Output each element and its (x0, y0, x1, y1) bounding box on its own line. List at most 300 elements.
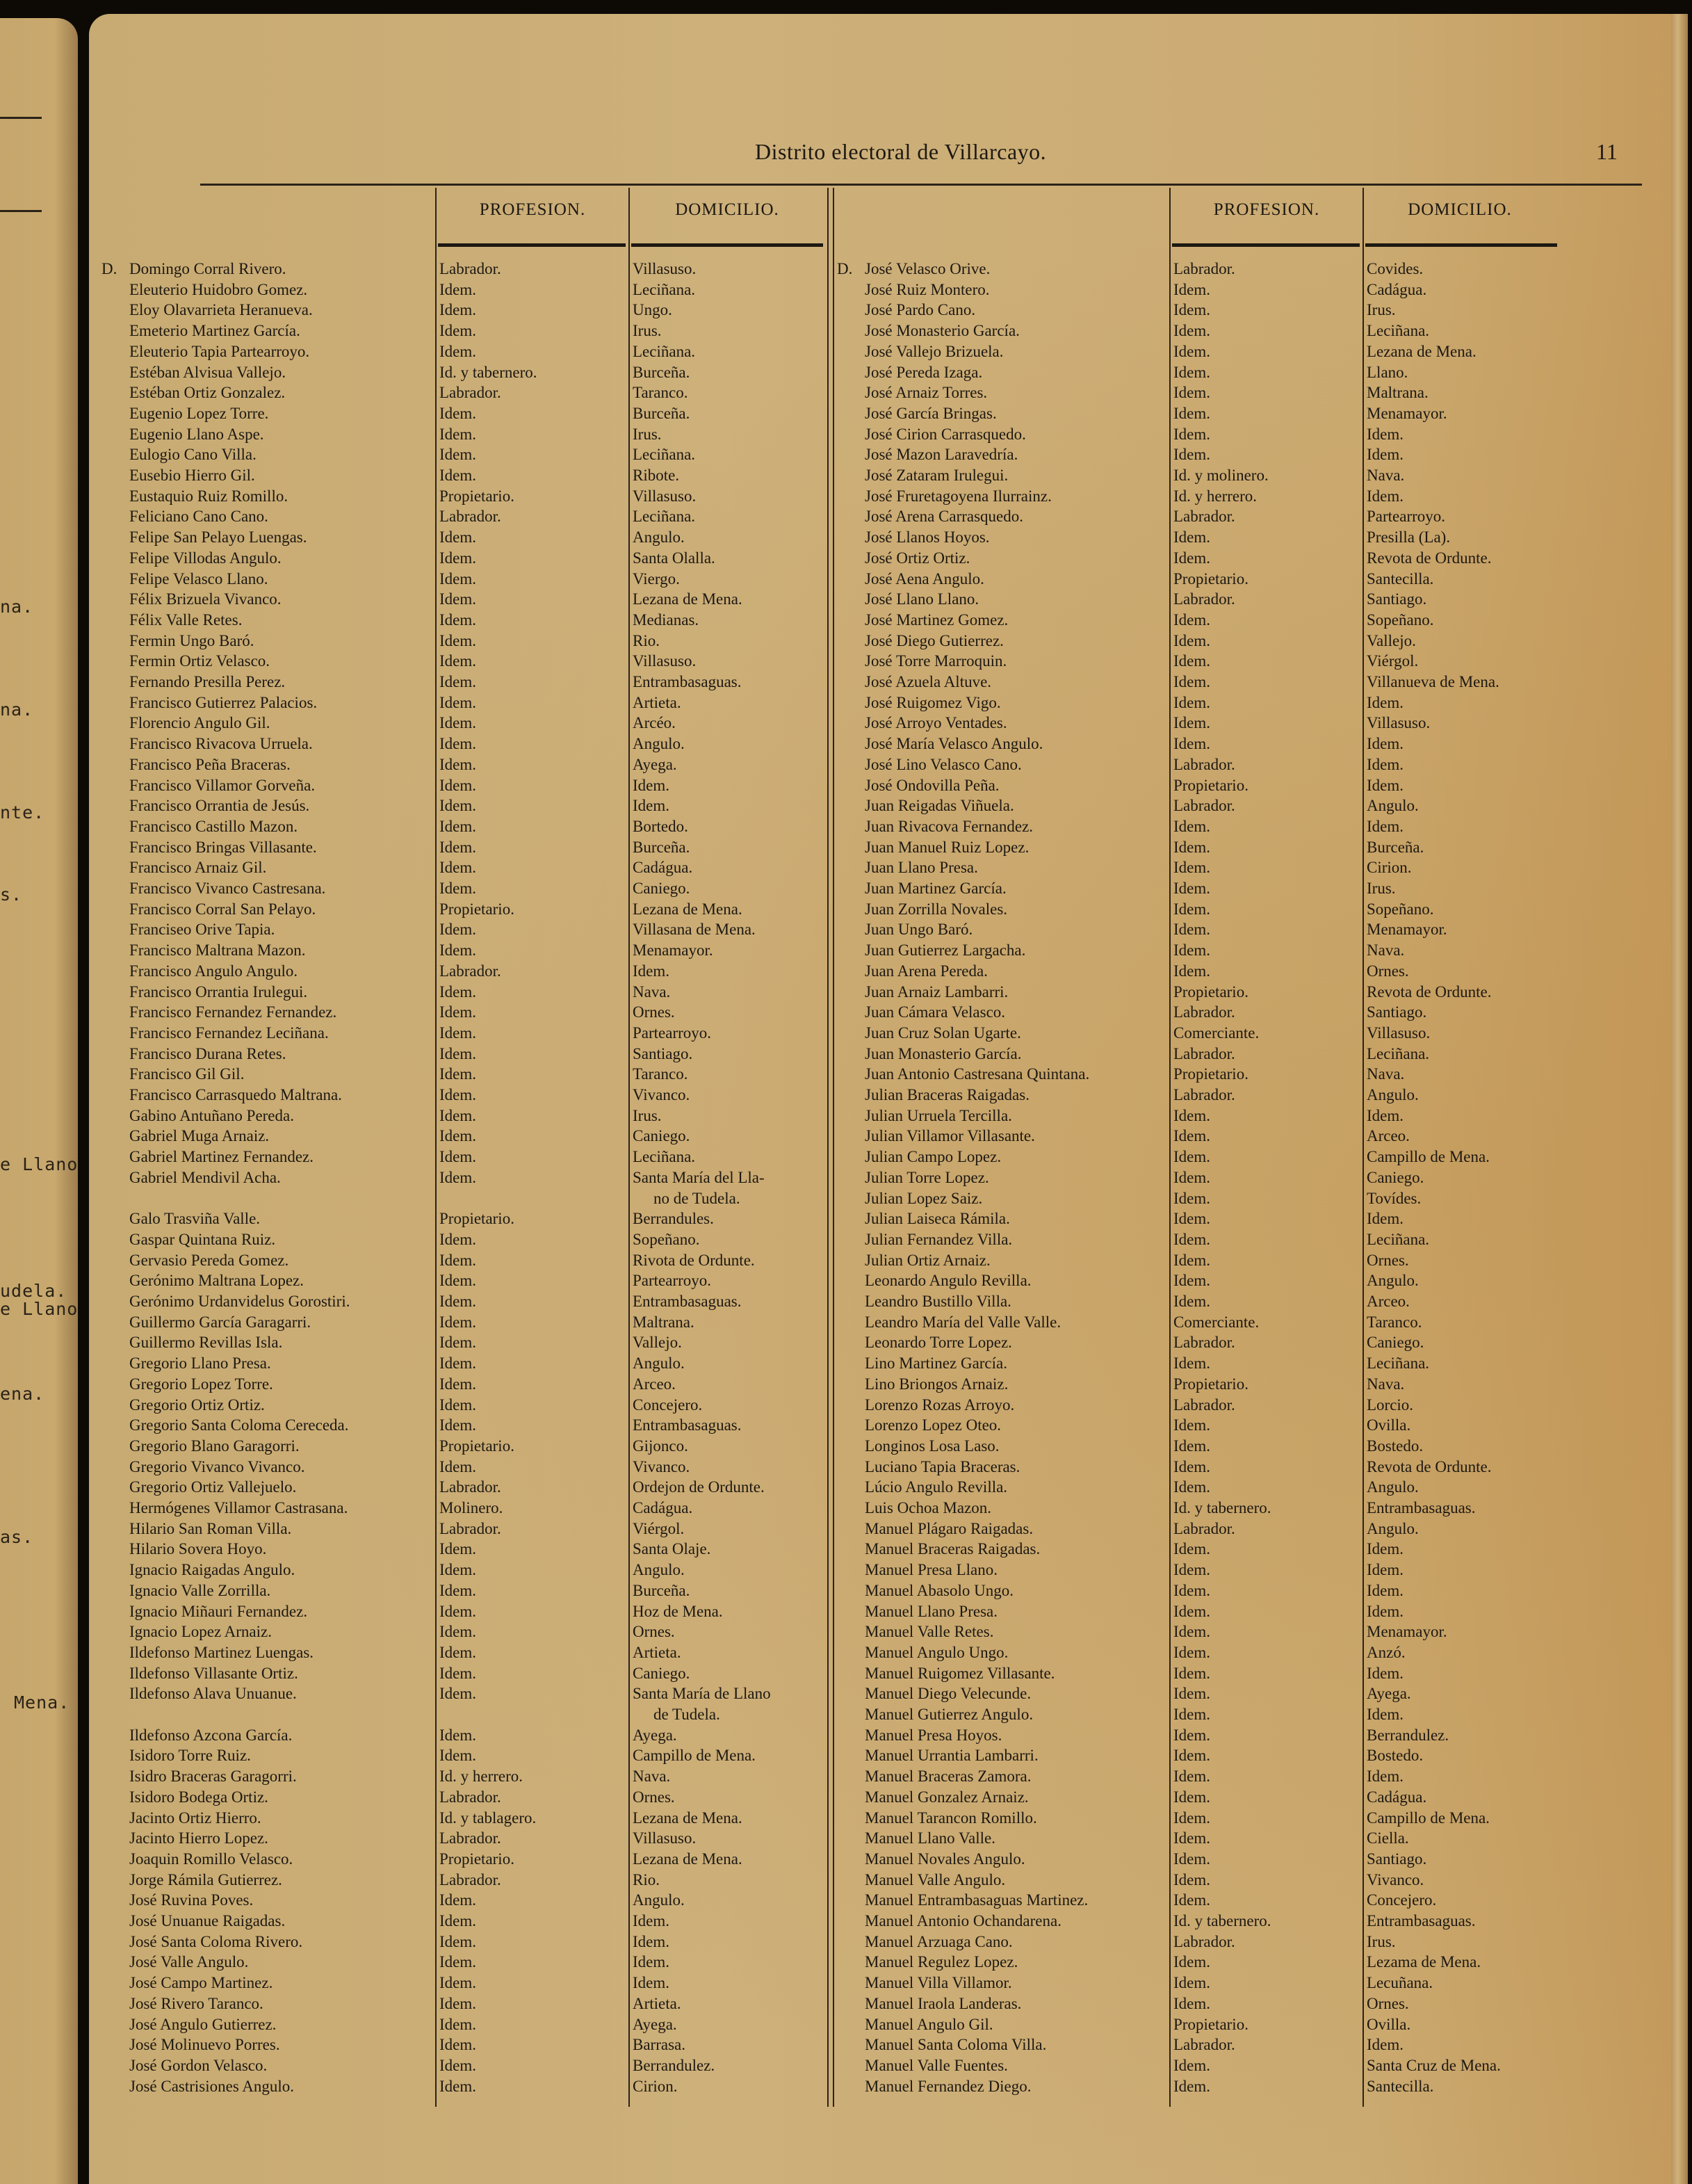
voter-name: Gervasio Pereda Gomez. (129, 1251, 289, 1269)
voter-domicile: Idem. (1367, 487, 1404, 505)
voter-domicile: Caniego. (633, 1127, 690, 1145)
voter-profession: Labrador. (439, 1870, 501, 1888)
voter-name: Francisco Angulo Angulo. (129, 962, 298, 980)
voter-profession: Idem. (439, 631, 477, 649)
voter-profession: Idem. (439, 467, 477, 484)
voter-name: Gregorio Santa Coloma Cereceda. (129, 1416, 349, 1434)
table-row (129, 1890, 841, 1911)
table-row (865, 672, 1575, 693)
voter-name: Leandro María del Valle Valle. (865, 1313, 1061, 1331)
voter-domicile: Angulo. (633, 528, 685, 547)
table-row (129, 506, 841, 527)
table-row (865, 713, 1575, 734)
voter-name: José Gordon Velasco. (129, 2056, 268, 2074)
table-row (129, 940, 841, 961)
voter-name: Luciano Tapia Braceras. (865, 1457, 1020, 1475)
voter-domicile: Nava. (1367, 1065, 1405, 1083)
voter-name: José Angulo Gutierrez. (129, 2015, 277, 2033)
table-row (129, 1601, 841, 1622)
table-row (129, 1044, 841, 1065)
right-profession-header: PROFESION. (1213, 200, 1320, 219)
previous-page-edge (0, 18, 78, 2184)
voter-profession: Idem. (439, 2077, 477, 2095)
table-row (129, 1560, 841, 1580)
voter-domicile: Covides. (1367, 260, 1424, 277)
voter-profession: Labrador. (1173, 1519, 1235, 1537)
voter-domicile: Medianas. (633, 610, 699, 629)
table-row (865, 2055, 1575, 2076)
voter-profession: Idem. (1173, 921, 1211, 939)
voter-name: José Mazon Laravedría. (865, 446, 1018, 464)
voter-name: Manuel Antonio Ochandarena. (865, 1912, 1061, 1930)
table-row (865, 1580, 1575, 1601)
voter-profession: Idem. (439, 1024, 477, 1042)
table-row (865, 1353, 1575, 1374)
voter-name: José Vallejo Brizuela. (865, 342, 1004, 360)
voter-profession: Idem. (439, 859, 477, 877)
voter-name: José Llanos Hoyos. (865, 528, 990, 547)
table-row (865, 2035, 1575, 2055)
voter-profession: Idem. (1173, 693, 1211, 711)
voter-profession: Idem. (1173, 322, 1211, 340)
voter-name: Ignacio Valle Zorrilla. (129, 1581, 271, 1599)
voter-profession: Idem. (1173, 342, 1211, 360)
voter-domicile: Ovilla. (1367, 1416, 1411, 1434)
voter-name: Gabriel Muga Arnaiz. (129, 1127, 270, 1145)
voter-profession: Idem. (439, 1664, 477, 1682)
voter-name: Juan Martinez García. (865, 880, 1007, 897)
voter-profession: Id. y tablagero. (439, 1809, 537, 1827)
voter-name: José María Velasco Angulo. (865, 735, 1043, 753)
table-row (129, 1828, 841, 1849)
voter-name: Jorge Rámila Gutierrez. (129, 1870, 282, 1888)
voter-profession: Idem. (1173, 1168, 1211, 1186)
voter-profession: Propietario. (439, 487, 514, 505)
voter-name: Manuel Tarancon Romillo. (865, 1809, 1037, 1827)
voter-profession: Idem. (439, 425, 477, 443)
table-row (865, 1766, 1575, 1787)
voter-profession: Labrador. (1173, 1396, 1235, 1414)
table-row (129, 569, 841, 590)
voter-name: Juan Arena Pereda. (865, 962, 988, 980)
table-row (865, 382, 1575, 403)
table-row (129, 982, 841, 1003)
voter-domicile: Artieta. (633, 693, 681, 711)
voter-domicile: Angulo. (633, 1891, 685, 1909)
voter-name: Domingo Corral Rivero. (129, 260, 286, 277)
table-row (865, 795, 1575, 816)
table-row (129, 693, 841, 713)
voter-name: Hilario Sovera Hoyo. (129, 1540, 267, 1558)
voter-name: Julian Braceras Raigadas. (865, 1086, 1030, 1103)
previous-page-text-fragment: udela. (0, 1281, 67, 1301)
voter-profession: Idem. (439, 1065, 477, 1083)
table-row (865, 1849, 1575, 1870)
table-row (129, 1395, 841, 1416)
voter-domicile: Villasuso. (633, 487, 697, 505)
voter-name: Ildefonso Martinez Luengas. (129, 1643, 314, 1661)
voter-domicile: Villasuso. (633, 652, 697, 670)
voter-profession: Idem. (439, 1726, 477, 1744)
voter-profession: Idem. (1173, 1994, 1211, 2012)
table-row (865, 693, 1575, 713)
voter-name: Guillermo García Garagarri. (129, 1313, 311, 1331)
previous-page-rule (0, 117, 42, 119)
voter-profession: Labrador. (1173, 1932, 1235, 1950)
table-row (129, 795, 841, 816)
voter-name: Eleuterio Huidobro Gomez. (129, 280, 308, 298)
voter-profession: Comerciante. (1173, 1313, 1260, 1331)
voter-domicile: Bostedo. (1367, 1747, 1424, 1765)
voter-name: José Fruretagoyena Ilurrainz. (865, 487, 1052, 505)
table-row (865, 1828, 1575, 1849)
voter-profession: Idem. (1173, 1272, 1211, 1290)
voter-domicile: Santecilla. (1367, 569, 1434, 588)
voter-profession: Idem. (1173, 404, 1211, 422)
voter-profession: Idem. (439, 301, 477, 319)
voter-domicile: Cirion. (1367, 859, 1412, 877)
voter-domicile: Santiago. (1367, 590, 1427, 608)
table-row (865, 1539, 1575, 1560)
voter-name: Lorenzo Rozas Arroyo. (865, 1396, 1015, 1414)
voter-domicile: Entrambasaguas. (1367, 1499, 1476, 1516)
voter-profession: Idem. (439, 797, 477, 815)
voter-name: Manuel Valle Retes. (865, 1623, 994, 1641)
voter-domicile: Campillo de Mena. (633, 1747, 756, 1765)
voter-name: Manuel Gutierrez Angulo. (865, 1706, 1034, 1723)
table-row (129, 1477, 841, 1498)
voter-name: Fernando Presilla Perez. (129, 673, 286, 690)
voter-profession: Idem. (439, 1044, 477, 1062)
voter-profession: Idem. (1173, 1106, 1211, 1124)
voter-profession: Propietario. (439, 1210, 514, 1228)
table-row (865, 734, 1575, 754)
voter-name: Manuel Valle Angulo. (865, 1870, 1006, 1888)
table-row (865, 775, 1575, 796)
voter-domicile: Taranco. (1367, 1313, 1422, 1331)
table-row (129, 1457, 841, 1478)
table-row (865, 816, 1575, 837)
voter-domicile: Partearroyo. (633, 1024, 712, 1042)
voter-name: Eugenio Lopez Torre. (129, 404, 269, 422)
voter-name: Francisco Vivanco Castresana. (129, 880, 326, 897)
voter-domicile: Maltrana. (633, 1313, 694, 1331)
voter-domicile: Vivanco. (633, 1086, 690, 1103)
table-row (865, 1188, 1575, 1209)
voter-domicile: Santiago. (633, 1044, 693, 1062)
voter-domicile: Burceña. (633, 838, 690, 856)
voter-profession: Idem. (439, 1891, 477, 1909)
table-row (865, 940, 1575, 961)
voter-domicile: Ovilla. (1367, 2015, 1411, 2033)
table-row (865, 1932, 1575, 1952)
voter-domicile: Santa María del Lla- (633, 1168, 765, 1186)
table-row (129, 527, 841, 548)
voter-profession: Idem. (1173, 817, 1211, 835)
table-row (865, 1808, 1575, 1829)
table-row (837, 259, 1575, 280)
table-row (865, 1291, 1575, 1312)
table-row (129, 961, 841, 982)
voter-name: Isidoro Bodega Ortiz. (129, 1788, 268, 1806)
voter-profession: Idem. (1173, 528, 1211, 547)
voter-name: Gerónimo Urdanvidelus Gorostiri. (129, 1293, 350, 1310)
table-row (865, 919, 1575, 940)
voter-domicile: Idem. (633, 1953, 670, 1971)
previous-page-text-fragment: s. (0, 884, 23, 905)
voter-domicile: Irus. (633, 1106, 662, 1124)
table-row (865, 1642, 1575, 1663)
voter-domicile: Cadágua. (633, 859, 693, 877)
table-row (865, 424, 1575, 445)
voter-profession: Idem. (439, 838, 477, 856)
voter-domicile: Idem. (633, 1912, 670, 1930)
voter-profession: Labrador. (1173, 1086, 1235, 1103)
voter-domicile: Idem. (633, 776, 670, 794)
voter-name: Manuel Fernandez Diego. (865, 2077, 1032, 2095)
voter-profession: Idem. (439, 2056, 477, 2074)
voter-profession: Propietario. (1173, 1065, 1248, 1083)
voter-profession: Idem. (439, 1293, 477, 1310)
voter-domicile: Nava. (633, 982, 671, 1001)
voter-name: Ignacio Miñauri Fernandez. (129, 1602, 308, 1620)
voter-name: Franciseo Orive Tapia. (129, 921, 275, 939)
table-row (865, 651, 1575, 672)
voter-name: Manuel Arzuaga Cano. (865, 1932, 1013, 1950)
voter-name: Juan Llano Presa. (865, 859, 978, 877)
table-row (129, 1291, 841, 1312)
voter-domicile: Nava. (1367, 1375, 1405, 1393)
voter-domicile: Bortedo. (633, 817, 688, 835)
voter-domicile: Llano. (1367, 363, 1408, 381)
previous-page-text-fragment: e Llano (0, 1299, 79, 1319)
voter-name: José Pereda Izaga. (865, 363, 983, 381)
voter-domicile: Ornes. (1367, 1251, 1409, 1269)
table-row (129, 857, 841, 878)
voter-profession: Idem. (439, 1230, 477, 1248)
voter-profession: Idem. (439, 1313, 477, 1331)
voter-name: José Rivero Taranco. (129, 1994, 263, 2012)
table-row (865, 1250, 1575, 1271)
honorific-prefix: D. (837, 260, 853, 277)
voter-profession: Idem. (439, 880, 477, 897)
table-row (865, 280, 1575, 300)
page-edge (1671, 14, 1688, 2184)
voter-profession: Idem. (1173, 1210, 1211, 1228)
voter-name: Manuel Braceras Zamora. (865, 1768, 1032, 1786)
voter-name: Joaquin Romillo Velasco. (129, 1850, 293, 1868)
voter-name: Juan Gutierrez Largacha. (865, 941, 1026, 960)
voter-domicile: Idem. (1367, 2036, 1404, 2054)
table-row (865, 754, 1575, 775)
voter-domicile: Hoz de Mena. (633, 1602, 723, 1620)
table-row (865, 610, 1575, 631)
voter-profession: Idem. (1173, 1726, 1211, 1744)
voter-name: Francisco Bringas Villasante. (129, 838, 317, 856)
voter-domicile: Lorcio. (1367, 1396, 1414, 1414)
voter-profession: Id. y molinero. (1173, 467, 1269, 484)
voter-domicile: Campillo de Mena. (1367, 1148, 1490, 1166)
voter-domicile: Lezana de Mena. (633, 590, 742, 608)
voter-domicile: Angulo. (1367, 1519, 1419, 1537)
voter-profession: Idem. (439, 776, 477, 794)
voter-name: Gregorio Ortiz Ortiz. (129, 1396, 265, 1414)
voter-name: José Campo Martinez. (129, 1974, 273, 1992)
table-row (129, 1870, 841, 1891)
voter-name: Felipe Villodas Angulo. (129, 549, 282, 567)
table-row (865, 548, 1575, 569)
table-row (865, 837, 1575, 858)
voter-name: Ignacio Lopez Arnaiz. (129, 1623, 272, 1641)
table-row (865, 465, 1575, 486)
voter-domicile: Entrambasaguas. (1367, 1912, 1476, 1930)
previous-page-text-fragment: ena. (0, 1384, 45, 1404)
voter-name: Manuel Regulez Lopez. (865, 1953, 1018, 1971)
voter-domicile: Santa María de Llano (633, 1685, 771, 1703)
voter-profession: Labrador. (439, 1829, 501, 1847)
voter-profession: Idem. (1173, 859, 1211, 877)
table-row (129, 610, 841, 631)
table-row (865, 341, 1575, 362)
voter-profession: Idem. (1173, 1953, 1211, 1971)
voter-name: Juan Manuel Ruiz Lopez. (865, 838, 1030, 856)
voter-name: Manuel Plágaro Raigadas. (865, 1519, 1034, 1537)
voter-name: Julian Villamor Villasante. (865, 1127, 1035, 1145)
voter-name: José Ruiz Montero. (865, 280, 990, 298)
table-row (129, 1808, 841, 1829)
table-row (129, 1167, 841, 1188)
voter-domicile: Sopeñano. (1367, 610, 1434, 629)
voter-name: Juan Antonio Castresana Quintana. (865, 1065, 1090, 1083)
voter-name: José Martinez Gomez. (865, 610, 1009, 629)
voter-domicile-continuation: de Tudela. (653, 1706, 720, 1723)
voter-name: Francisco Gutierrez Palacios. (129, 693, 318, 711)
voter-profession: Propietario. (1173, 1375, 1248, 1393)
voter-domicile: Idem. (1367, 1540, 1404, 1558)
table-row (865, 527, 1575, 548)
voter-name: Francisco Carrasquedo Maltrana. (129, 1086, 342, 1103)
voter-profession: Idem. (1173, 1891, 1211, 1909)
voter-profession: Labrador. (439, 962, 501, 980)
voter-profession: Idem. (1173, 1251, 1211, 1269)
voter-profession: Labrador. (1173, 1003, 1235, 1021)
voter-name: Manuel Angulo Ungo. (865, 1643, 1009, 1661)
voter-profession: Idem. (439, 735, 477, 753)
table-row (129, 1023, 841, 1044)
voter-domicile: Villasuso. (1367, 1024, 1431, 1042)
table-row (865, 1870, 1575, 1891)
voter-profession: Idem. (1173, 1870, 1211, 1888)
voter-domicile: Arceo. (633, 1375, 676, 1393)
voter-profession: Labrador. (1173, 590, 1235, 608)
voter-profession: Idem. (439, 610, 477, 629)
voter-name: Emeterio Martinez García. (129, 322, 300, 340)
voter-profession: Idem. (1173, 900, 1211, 918)
voter-name: Manuel Llano Presa. (865, 1602, 998, 1620)
table-row (865, 1683, 1575, 1704)
voter-domicile: Caniego. (1367, 1168, 1424, 1186)
voter-name: Manuel Gonzalez Arnaiz. (865, 1788, 1029, 1806)
voter-domicile: Irus. (633, 322, 662, 340)
voter-domicile: Campillo de Mena. (1367, 1809, 1490, 1827)
table-row (129, 1787, 841, 1808)
voter-name: José Valle Angulo. (129, 1953, 249, 1971)
voter-profession: Labrador. (1173, 797, 1235, 815)
voter-name: Manuel Villa Villamor. (865, 1974, 1012, 1992)
voter-profession: Idem. (1173, 1561, 1211, 1579)
voter-profession: Labrador. (439, 260, 501, 277)
voter-profession: Idem. (439, 1106, 477, 1124)
voter-name: Francisco Castillo Mazon. (129, 817, 298, 835)
voter-name: Félix Valle Retes. (129, 610, 243, 629)
voter-profession: Idem. (1173, 363, 1211, 381)
table-row (865, 1044, 1575, 1065)
voter-name: José Aena Angulo. (865, 569, 984, 588)
voter-domicile: Nava. (1367, 467, 1405, 484)
voter-name: Manuel Llano Valle. (865, 1829, 995, 1847)
table-row (865, 1498, 1575, 1519)
voter-profession: Idem. (439, 1416, 477, 1434)
voter-profession: Idem. (439, 404, 477, 422)
voter-domicile: Revota de Ordunte. (1367, 982, 1492, 1001)
voter-domicile: Viérgol. (1367, 652, 1419, 670)
table-row (129, 1270, 841, 1291)
voter-name: Juan Zorrilla Novales. (865, 900, 1008, 918)
voter-domicile: Idem. (1367, 1768, 1404, 1786)
header-underline (1365, 243, 1557, 247)
table-row (865, 1395, 1575, 1416)
voter-profession: Idem. (439, 673, 477, 690)
voter-name: Julian Torre Lopez. (865, 1168, 989, 1186)
voter-name: Ildefonso Alava Unuanue. (129, 1685, 297, 1703)
voter-domicile: Lezana de Mena. (633, 1850, 742, 1868)
table-row (865, 1436, 1575, 1457)
voter-domicile: Santiago. (1367, 1003, 1427, 1021)
voter-profession: Idem. (439, 1272, 477, 1290)
voter-domicile: Cirion. (633, 2077, 678, 2095)
voter-profession: Idem. (439, 280, 477, 298)
voter-domicile: Ayega. (633, 755, 677, 773)
voter-profession: Idem. (439, 1685, 477, 1703)
voter-name: Lino Martinez García. (865, 1354, 1007, 1373)
voter-name: Francisco Fernandez Leciñana. (129, 1024, 329, 1042)
voter-domicile-continuation: no de Tudela. (653, 1189, 740, 1207)
voter-profession: Idem. (1173, 1850, 1211, 1868)
voter-profession: Idem. (439, 1747, 477, 1765)
table-row (129, 1002, 841, 1023)
voter-profession: Idem. (439, 1396, 477, 1414)
table-row (129, 1911, 841, 1932)
table-row (129, 362, 841, 383)
voter-name: José Ruigomez Vigo. (865, 693, 1001, 711)
voter-profession: Idem. (1173, 714, 1211, 732)
voter-domicile: Artieta. (633, 1994, 681, 2012)
voter-name: Francisco Arnaiz Gil. (129, 859, 267, 877)
voter-domicile: Burceña. (633, 404, 690, 422)
voter-profession: Idem. (1173, 1643, 1211, 1661)
voter-domicile: Idem. (1367, 1581, 1404, 1599)
voter-domicile: Idem. (1367, 425, 1404, 443)
voter-domicile: Lezana de Mena. (633, 900, 742, 918)
page-number: 11 (1596, 139, 1618, 164)
voter-domicile: Partearroyo. (1367, 508, 1446, 526)
voter-name: José Lino Velasco Cano. (865, 755, 1022, 773)
voter-name: José Ruvina Poves. (129, 1891, 254, 1909)
header-rule (200, 184, 1642, 186)
table-row (129, 1106, 841, 1126)
voter-name: Francisco Villamor Gorveña. (129, 776, 316, 794)
voter-name: Eugenio Llano Aspe. (129, 425, 264, 443)
